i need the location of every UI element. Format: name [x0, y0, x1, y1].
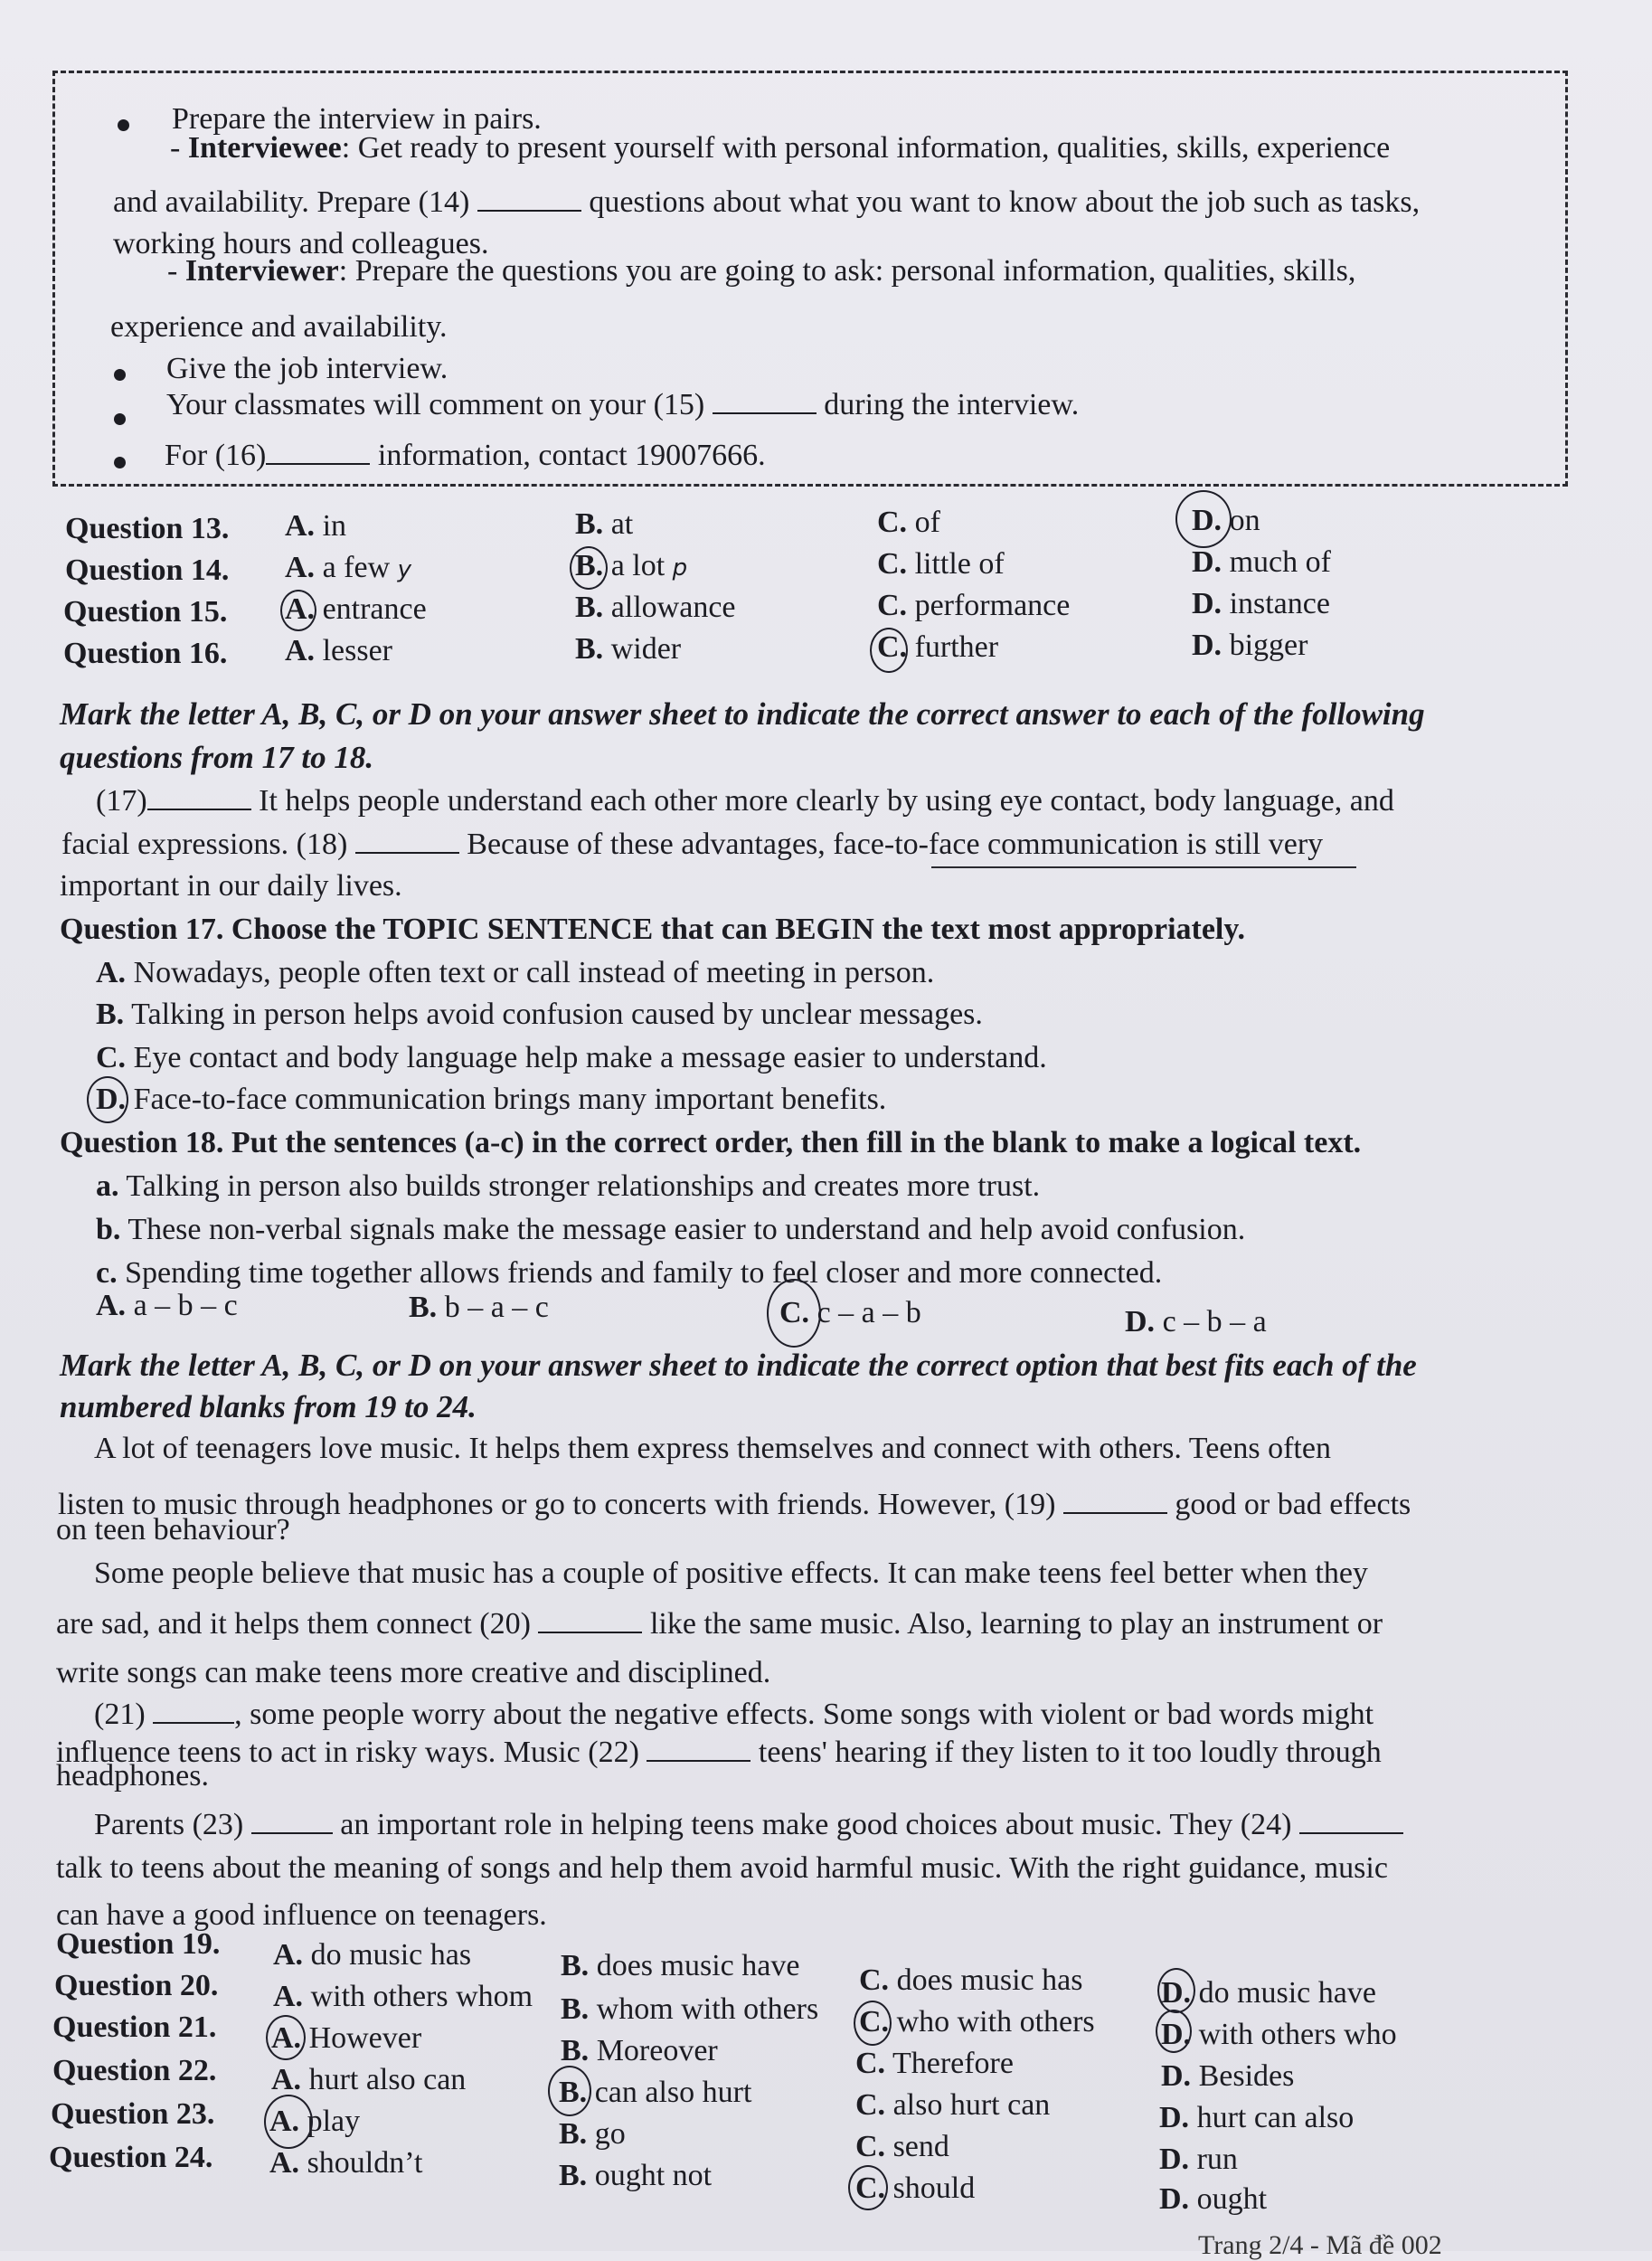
option-letter: B.: [575, 591, 604, 624]
blank-15: [713, 387, 817, 414]
option-letter: C.: [877, 506, 908, 539]
answer-circle-mark: [854, 2001, 892, 2046]
q18-option-b[interactable]: [409, 1290, 549, 1326]
option-text: run: [1196, 2143, 1238, 2176]
bullet-icon: [114, 369, 126, 381]
option-letter: B.: [561, 1992, 590, 2026]
option-letter: B.: [561, 2034, 590, 2067]
question-22-label: [52, 2053, 216, 2089]
option-letter: D.: [1159, 2101, 1190, 2134]
handwritten-underline: [931, 866, 1356, 868]
option-text: instance: [1229, 587, 1330, 620]
option-text: bigger: [1229, 629, 1308, 662]
option-letter: A.: [285, 509, 316, 543]
option-letter: C.: [96, 1041, 127, 1074]
blank-23: [251, 1807, 333, 1834]
passage2-p1-line-3: on teen behaviour?: [56, 1513, 290, 1547]
q-label: Question 24.: [49, 2141, 213, 2174]
blank-22: [647, 1735, 750, 1762]
answer-circle-mark: [87, 1076, 128, 1123]
q13-option-c[interactable]: [877, 505, 940, 541]
option-text: c – b – a: [1162, 1305, 1267, 1339]
option-letter: D.: [1161, 2018, 1192, 2051]
option-text: ought: [1196, 2182, 1268, 2216]
text: good or bad effects: [1175, 1488, 1411, 1521]
q21-option-c[interactable]: [855, 2046, 1014, 2082]
option-letter: A.: [273, 1980, 304, 2013]
blank-16: [266, 438, 370, 465]
answer-circle-mark: [570, 546, 608, 590]
option-text: hurt also can: [308, 2063, 467, 2096]
option-letter: A.: [271, 2021, 302, 2055]
option-text: However: [308, 2021, 422, 2055]
option-text: much of: [1229, 545, 1331, 579]
answer-circle-mark: [767, 1279, 821, 1348]
option-text: entrance: [322, 592, 427, 626]
text: are sad, and it helps them connect (20): [56, 1607, 531, 1641]
passage1-line-2: [61, 827, 1323, 863]
option-letter: C.: [859, 1963, 890, 1997]
q18-sentence-b: [96, 1212, 1245, 1248]
passage2-p4-line-3: can have a good influence on teenagers.: [56, 1898, 547, 1932]
question-24-label: [49, 2140, 212, 2176]
option-letter: D.: [1192, 545, 1222, 579]
q15-option-c[interactable]: [877, 588, 1070, 624]
blank-17: [147, 783, 251, 810]
option-letter: A.: [96, 956, 127, 989]
answer-circle-mark: [1156, 2010, 1192, 2053]
option-letter: C.: [855, 2047, 886, 2080]
q19-option-c[interactable]: [859, 1963, 1082, 1999]
question-13-label: [65, 511, 229, 547]
option-letter: A.: [96, 1289, 127, 1322]
option-text: on: [1229, 504, 1260, 537]
q-label: Question 15.: [63, 595, 228, 629]
q-label: Question 23.: [51, 2097, 215, 2131]
option-text: a – b – c: [133, 1289, 238, 1322]
option-text: of: [914, 506, 940, 539]
option-letter: A.: [285, 592, 316, 626]
answer-circle-mark: [1157, 1968, 1195, 2013]
option-text: can also hurt: [594, 2076, 752, 2109]
passage2-p3-line-2: [56, 1735, 1382, 1771]
blank-19: [1063, 1487, 1167, 1514]
text: listen to music through headphones or go to concerts with friends. However, (19): [58, 1488, 1056, 1521]
q23-option-b[interactable]: [559, 2116, 626, 2152]
text: questions about what you want to know about the job such as tasks,: [589, 185, 1421, 219]
text: For (16): [165, 439, 267, 472]
q-label: Question 16.: [63, 637, 228, 670]
text: facial expressions. (18): [61, 828, 348, 861]
q16-option-b[interactable]: [575, 631, 681, 667]
option-letter: B.: [561, 1949, 590, 1982]
blank-21: [153, 1697, 234, 1724]
bullet-icon: [118, 119, 129, 131]
sentence-letter: c.: [96, 1256, 118, 1290]
option-letter: B.: [559, 2076, 588, 2109]
option-letter: C.: [859, 2005, 890, 2039]
option-text: a lot: [610, 549, 666, 582]
option-text: further: [914, 630, 999, 664]
option-letter: A.: [271, 2063, 302, 2096]
option-text: at: [610, 507, 634, 541]
q17-option-a[interactable]: [96, 955, 934, 991]
bullet-icon: [114, 413, 126, 425]
blank-24: [1299, 1807, 1403, 1834]
q13-option-b[interactable]: [575, 506, 633, 543]
option-text: do music has: [310, 1938, 472, 1972]
text: information, contact 19007666.: [377, 439, 766, 472]
q19-option-b[interactable]: [561, 1948, 799, 1984]
text: (17): [96, 784, 147, 818]
answer-circle-mark: [266, 2015, 306, 2060]
option-text: whom with others: [596, 1992, 819, 2026]
passage2-p2-line-2: [56, 1606, 1383, 1642]
question-23-label: [51, 2096, 214, 2133]
box-bullet-4: [165, 438, 766, 474]
question-21-label: [52, 2010, 216, 2046]
option-letter: D.: [1192, 587, 1222, 620]
option-letter: D.: [96, 1083, 127, 1116]
passage1-line-1: [96, 783, 1394, 819]
interviewee-text: : Get ready to present yourself with personal information, qualities, skills, experience: [341, 131, 1391, 165]
text: Talking in person also builds stronger relationships and creates more trust.: [126, 1169, 1041, 1203]
interviewer-label: Interviewer: [184, 254, 339, 288]
question-14-label: [65, 553, 229, 589]
option-letter: C.: [877, 630, 908, 664]
box-bullet-1: Prepare the interview in pairs.: [172, 102, 542, 136]
q18-sentence-c: [96, 1255, 1162, 1291]
passage2-p4-line-2: talk to teens about the meaning of songs and help them avoid harmful music. With the right guidance, music: [56, 1851, 1388, 1885]
text: influence teens to act in risky ways. Music (22): [56, 1736, 639, 1769]
option-text: little of: [914, 547, 1005, 581]
passage2-p3-line-3: headphones.: [56, 1759, 210, 1793]
handwritten-mark: p: [672, 554, 688, 582]
q13-option-a[interactable]: [285, 508, 346, 544]
option-letter: C.: [877, 547, 908, 581]
option-text: go: [594, 2117, 626, 2151]
question-15-label: [63, 594, 227, 630]
q-label: Question 21.: [52, 2010, 217, 2044]
answer-circle-mark: [280, 590, 316, 631]
text: and availability. Prepare (14): [113, 185, 470, 219]
passage2-p1-line-1: A lot of teenagers love music. It helps them express themselves and connect with others. Teens often: [94, 1432, 1331, 1465]
q22-option-a[interactable]: [271, 2062, 466, 2098]
q16-option-a[interactable]: [285, 633, 392, 669]
option-text: Nowadays, people often text or call instead of meeting in person.: [133, 956, 935, 989]
interviewee-label: Interviewee: [187, 131, 342, 165]
option-text: in: [322, 509, 347, 543]
blank-14: [477, 184, 581, 212]
page-footer: Trang 2/4 - Mã đề 002: [1198, 2230, 1442, 2260]
text: , some people worry about the negative effects. Some songs with violent or bad words might: [234, 1698, 1374, 1731]
dash: -: [167, 254, 185, 288]
question-17-stem: Question 17. Choose the TOPIC SENTENCE that can BEGIN the text most appropriately.: [60, 913, 1245, 946]
q16-option-d[interactable]: [1192, 628, 1307, 664]
option-text: b – a – c: [444, 1291, 549, 1324]
option-text: does music have: [596, 1949, 800, 1982]
q19-option-a[interactable]: [273, 1937, 471, 1973]
interviewee-line-2: [113, 184, 1420, 221]
q20-option-a[interactable]: [273, 1979, 533, 2015]
text: Because of these advantages, face-to-face communication is still very: [467, 828, 1324, 861]
q-label: Question 19.: [56, 1927, 221, 1961]
interviewer-line-2: experience and availability.: [110, 310, 448, 344]
q15-option-b[interactable]: [575, 590, 736, 626]
text: an important role in helping teens make good choices about music. They (24): [340, 1808, 1292, 1841]
option-text: lesser: [322, 634, 392, 667]
option-letter: B.: [575, 507, 604, 541]
text: It helps people understand each other more clearly by using eye contact, body language, and: [259, 784, 1394, 818]
option-text: Face-to-face communication brings many important benefits.: [133, 1083, 887, 1116]
text: These non-verbal signals make the message easier to understand and help avoid confusion.: [127, 1213, 1246, 1246]
option-text: send: [892, 2130, 949, 2163]
box-bullet-3: [166, 387, 1079, 423]
option-letter: D.: [1192, 504, 1222, 537]
option-text: does music has: [896, 1963, 1083, 1997]
option-letter: D.: [1159, 2182, 1190, 2216]
option-letter: D.: [1161, 2059, 1192, 2093]
answer-circle-mark: [264, 2095, 313, 2149]
option-text: c – a – b: [817, 1296, 921, 1329]
answer-circle-mark: [870, 628, 908, 673]
q-label: Question 14.: [65, 553, 230, 587]
interviewer-line-1: [167, 253, 1355, 289]
option-letter: C.: [855, 2171, 886, 2205]
option-letter: A.: [285, 634, 316, 667]
text: teens' hearing if they listen to it too loudly through: [758, 1736, 1382, 1769]
option-text: ought not: [594, 2159, 713, 2192]
option-letter: A.: [285, 551, 316, 584]
option-letter: D.: [1161, 1976, 1192, 2010]
option-text: do music have: [1198, 1976, 1376, 2010]
interviewee-line-1: [170, 130, 1390, 166]
option-letter: A.: [273, 1938, 304, 1972]
instruction-19-24-line-2: numbered blanks from 19 to 24.: [60, 1389, 477, 1424]
q20-option-c[interactable]: [859, 2004, 1095, 2040]
option-letter: D.: [1192, 629, 1222, 662]
option-text: Therefore: [892, 2047, 1014, 2080]
option-text: wider: [610, 632, 682, 666]
answer-circle-mark: [548, 2066, 591, 2116]
option-text: with others who: [1198, 2018, 1397, 2051]
q20-option-b[interactable]: [561, 1991, 818, 2028]
q23-option-c[interactable]: [855, 2129, 949, 2165]
sentence-letter: b.: [96, 1213, 121, 1246]
q23-option-d[interactable]: [1159, 2142, 1238, 2178]
answer-circle-mark: [1175, 490, 1232, 548]
option-letter: B.: [96, 998, 125, 1031]
option-text: Eye contact and body language help make a message easier to understand.: [133, 1041, 1047, 1074]
q18-sentence-a: [96, 1168, 1040, 1205]
q17-option-d[interactable]: [96, 1082, 886, 1118]
passage2-p2-line-3: write songs can make teens more creative and disciplined.: [56, 1656, 771, 1689]
option-text: Talking in person helps avoid confusion caused by unclear messages.: [131, 998, 983, 1031]
question-20-label: [54, 1968, 218, 2004]
interviewee-line-3: working hours and colleagues.: [113, 227, 489, 260]
q17-option-b[interactable]: [96, 997, 983, 1033]
option-letter: B.: [575, 549, 604, 582]
option-letter: C.: [855, 2088, 886, 2122]
instruction-19-24-line-1: Mark the letter A, B, C, or D on your answer sheet to indicate the correct option that best fits each of the: [60, 1348, 1417, 1383]
question-16-label: [63, 636, 227, 672]
blank-20: [538, 1606, 642, 1633]
box-bullet-2: Give the job interview.: [166, 352, 448, 385]
answer-circle-mark: [848, 2165, 888, 2210]
text: during the interview.: [824, 388, 1080, 421]
text: Spending time together allows friends and family to feel closer and more connected.: [125, 1256, 1163, 1290]
option-letter: A.: [269, 2146, 300, 2180]
option-letter: C.: [877, 589, 908, 622]
q15-option-d[interactable]: [1192, 586, 1330, 622]
blank-18: [355, 827, 459, 854]
q20-option-d[interactable]: [1161, 2017, 1397, 2053]
text: Your classmates will comment on your (15): [166, 388, 705, 421]
q18-option-a[interactable]: [96, 1288, 238, 1324]
q21-option-b[interactable]: [561, 2033, 718, 2069]
option-letter: B.: [575, 632, 604, 666]
option-text: also hurt can: [892, 2088, 1051, 2122]
passage1-line-3: important in our daily lives.: [60, 869, 402, 903]
option-text: Besides: [1198, 2059, 1295, 2093]
text: (21): [94, 1698, 146, 1731]
option-text: Moreover: [596, 2034, 718, 2067]
q18-option-d[interactable]: [1125, 1304, 1267, 1340]
option-text: shouldn’t: [307, 2146, 423, 2180]
q22-option-c[interactable]: [855, 2087, 1050, 2124]
option-letter: D.: [1159, 2143, 1190, 2176]
q24-option-d[interactable]: [1159, 2181, 1267, 2218]
instruction-17-18-line-1: Mark the letter A, B, C, or D on your answer sheet to indicate the correct answer to each of the following: [60, 696, 1425, 732]
q14-option-c[interactable]: [877, 546, 1005, 582]
passage2-p4-line-1: [94, 1807, 1403, 1843]
dash: -: [170, 131, 188, 165]
option-text: allowance: [610, 591, 736, 624]
bullet-icon: [114, 457, 126, 468]
option-letter: C.: [855, 2130, 886, 2163]
q24-option-b[interactable]: [559, 2158, 712, 2194]
option-text: performance: [914, 589, 1071, 622]
q24-option-a[interactable]: [269, 2145, 422, 2181]
q-label: Question 20.: [54, 1969, 219, 2002]
text: like the same music. Also, learning to play an instrument or: [649, 1607, 1383, 1641]
option-letter: B.: [409, 1291, 438, 1324]
sentence-letter: a.: [96, 1169, 119, 1203]
q-label: Question 13.: [65, 512, 230, 545]
handwritten-mark: y: [397, 556, 412, 583]
q17-option-c[interactable]: [96, 1040, 1047, 1076]
option-text: a few: [322, 551, 391, 584]
question-18-stem: Question 18. Put the sentences (a-c) in the correct order, then fill in the blank to make a logical text.: [60, 1126, 1362, 1159]
option-letter: C.: [779, 1296, 810, 1329]
option-letter: B.: [559, 2159, 588, 2192]
q14-option-a[interactable]: [285, 550, 411, 588]
text: Parents (23): [94, 1808, 244, 1841]
option-letter: D.: [1125, 1305, 1156, 1339]
instruction-17-18-line-2: questions from 17 to 18.: [60, 740, 374, 775]
option-text: should: [892, 2171, 976, 2205]
option-letter: B.: [559, 2117, 588, 2151]
q21-option-d[interactable]: [1161, 2058, 1294, 2095]
q14-option-d[interactable]: [1192, 544, 1331, 581]
q22-option-d[interactable]: [1159, 2100, 1354, 2136]
interviewer-text: : Prepare the questions you are going to ask: personal information, qualities, skills,: [338, 254, 1356, 288]
option-text: who with others: [896, 2005, 1095, 2039]
option-text: play: [307, 2105, 361, 2138]
passage2-p3-line-1: [94, 1697, 1374, 1733]
passage2-p2-line-1: Some people believe that music has a couple of positive effects. It can make teens feel better when they: [94, 1556, 1368, 1590]
option-text: with others whom: [310, 1980, 533, 2013]
q-label: Question 22.: [52, 2054, 217, 2087]
question-19-label: [56, 1926, 220, 1963]
option-letter: A.: [269, 2105, 300, 2138]
option-text: hurt can also: [1196, 2101, 1355, 2134]
